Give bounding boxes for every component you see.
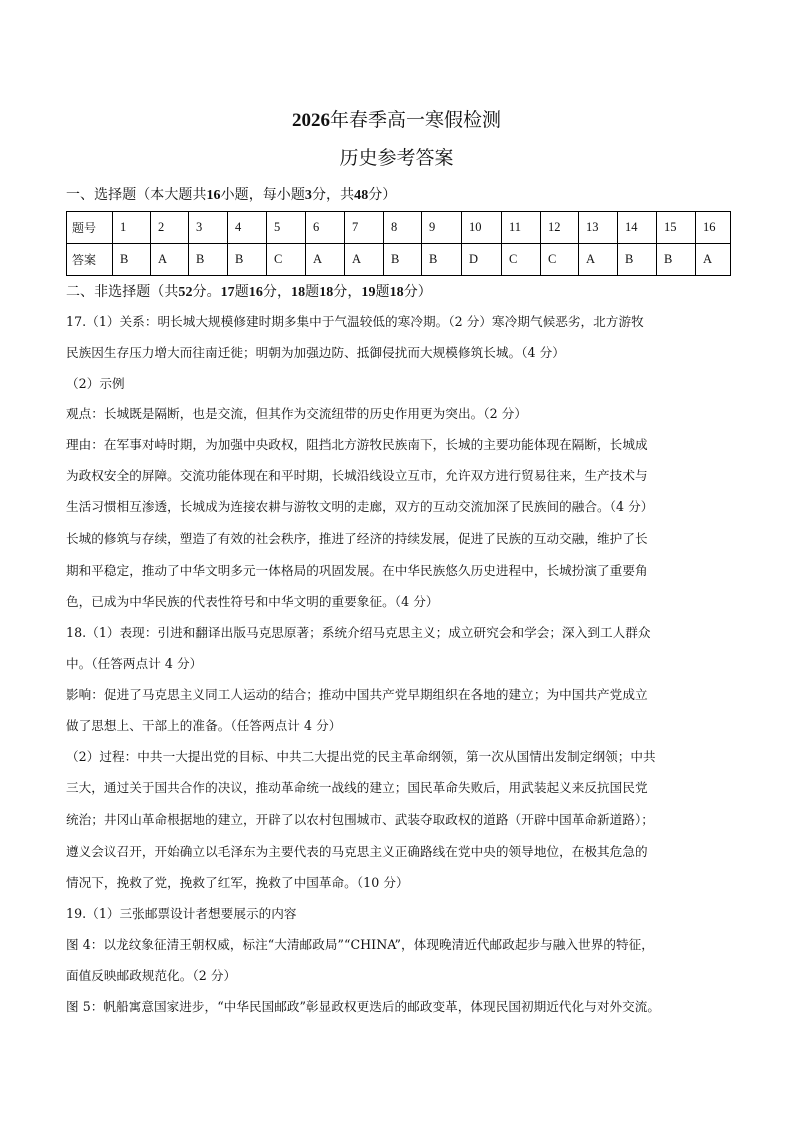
answer-cell: C	[267, 244, 306, 276]
row-label: 题号	[67, 212, 113, 244]
answer-text-line: 中。（任答两点计 4 分）	[66, 656, 203, 671]
question-number: 7	[345, 212, 384, 244]
answer-text-line: 期和平稳定，推动了中华文明多元一体格局的巩固发展。在中华民族悠久历史进程中，长城扮演了重要角	[66, 563, 648, 578]
question-number: 10	[462, 212, 502, 244]
answer-text-line: 生活习惯相互渗透，长城成为连接农耕与游牧文明的走廊，双方的互动交流加深了民族间的融合。（4 分）	[66, 499, 654, 514]
question-number: 16	[696, 212, 731, 244]
answer-text-line: 为政权安全的屏障。交流功能体现在和平时期，长城沿线设立互市，允许双方进行贸易往来，生产技术与	[66, 468, 648, 483]
answer-row	[67, 244, 731, 276]
answer-cell: C	[541, 244, 579, 276]
answer-cell: A	[345, 244, 384, 276]
answer-text-line: 面值反映邮政规范化。（2 分）	[66, 968, 237, 983]
answer-cell: A	[151, 244, 189, 276]
answer-cell: B	[657, 244, 696, 276]
question-number: 4	[228, 212, 267, 244]
question-number: 2	[151, 212, 189, 244]
answer-text-line: 图 4：以龙纹象征清王朝权威，标注“大清邮政局”“CHINA”，体现晚清近代邮政起步与融入世界的特征，	[66, 937, 654, 952]
answer-cell: B	[422, 244, 462, 276]
answer-text-line: 观点：长城既是隔断，也是交流，但其作为交流纽带的历史作用更为突出。（2 分）	[66, 406, 527, 421]
answer-text-line: 遵义会议召开，开始确立以毛泽东为主要代表的马克思主义正确路线在党中央的领导地位，在极其危急的	[66, 844, 648, 859]
question-number: 15	[657, 212, 696, 244]
question-number: 5	[267, 212, 306, 244]
question-number-row	[67, 212, 731, 244]
title-text: 年春季高一寒假检测	[329, 109, 501, 131]
answer-text-line: 民族因生存压力增大而往南迁徙；明朝为加强边防、抵御侵扰而大规模修筑长城。（4 分）	[66, 345, 565, 360]
answer-text-line: 理由：在军事对峙时期，为加强中央政权，阻挡北方游牧民族南下，长城的主要功能体现在隔断，长城成	[66, 437, 648, 452]
question-number: 9	[422, 212, 462, 244]
answer-text-line: 情况下，挽救了党，挽救了红军，挽救了中国革命。（10 分）	[66, 875, 409, 890]
answer-text-line: 17.（1）关系：明长城大规模修建时期多集中于气温较低的寒冷期。（2 分）寒冷期气候恶劣，北方游牧	[66, 314, 644, 329]
document-title	[0, 108, 793, 133]
question-number: 6	[306, 212, 345, 244]
section-1-heading: 一、选择题（本大题共16小题，每小题3分，共48分）	[66, 187, 397, 203]
question-number: 8	[384, 212, 422, 244]
answer-cell: B	[384, 244, 422, 276]
answer-text-line: 做了思想上、干部上的准备。（任答两点计 4 分）	[66, 718, 342, 733]
answer-text-line: 影响：促进了马克思主义同工人运动的结合；推动中国共产党早期组织在各地的建立；为中国共产党成立	[66, 687, 648, 702]
answer-table	[66, 211, 731, 276]
title-year: 2026	[291, 110, 330, 131]
section-2-heading: 二、非选择题（共52分。17题16分，18题18分，19题18分）	[66, 284, 432, 300]
answer-text-line: （2）过程：中共一大提出党的目标、中共二大提出党的民主革命纲领，第一次从国情出发制定纲领；中共	[66, 749, 656, 764]
answer-cell: A	[696, 244, 731, 276]
row-label: 答案	[67, 244, 113, 276]
answer-text-line: 三大，通过关于国共合作的决议，推动革命统一战线的建立；国民革命失败后，用武装起义来反抗国民党	[66, 780, 648, 795]
answer-cell: D	[462, 244, 502, 276]
document-subtitle: 历史参考答案	[339, 147, 454, 169]
answer-text-line: 统治；井冈山革命根据地的建立，开辟了以农村包围城市、武装夺取政权的道路（开辟中国革命新道路）；	[66, 812, 654, 827]
answer-text-line: 图 5：帆船寓意国家进步，“中华民国邮政”彰显政权更迭后的邮政变革，体现民国初期近代化与对外交流。	[66, 999, 661, 1014]
answer-cell: A	[579, 244, 618, 276]
question-number: 1	[113, 212, 151, 244]
answer-cell: C	[502, 244, 541, 276]
answer-text-line: 色，已成为中华民族的代表性符号和中华文明的重要象征。（4 分）	[66, 594, 439, 609]
answer-cell: B	[228, 244, 267, 276]
question-number: 12	[541, 212, 579, 244]
question-number: 13	[579, 212, 618, 244]
answer-text-line: 18.（1）表现：引进和翻译出版马克思原著；系统介绍马克思主义；成立研究会和学会；深入到工人群众	[66, 625, 651, 640]
answer-text-line: 长城的修筑与存续，塑造了有效的社会秩序，推进了经济的持续发展，促进了民族的互动交融，维护了长	[66, 531, 648, 546]
question-number: 3	[189, 212, 228, 244]
question-number: 11	[502, 212, 541, 244]
answer-cell: B	[189, 244, 228, 276]
question-number: 14	[618, 212, 657, 244]
answer-cell: B	[618, 244, 657, 276]
answer-cell: B	[113, 244, 151, 276]
answer-cell: A	[306, 244, 345, 276]
answer-text-line: （2）示例	[66, 376, 125, 391]
answer-text-line: 19.（1）三张邮票设计者想要展示的内容	[66, 906, 297, 921]
